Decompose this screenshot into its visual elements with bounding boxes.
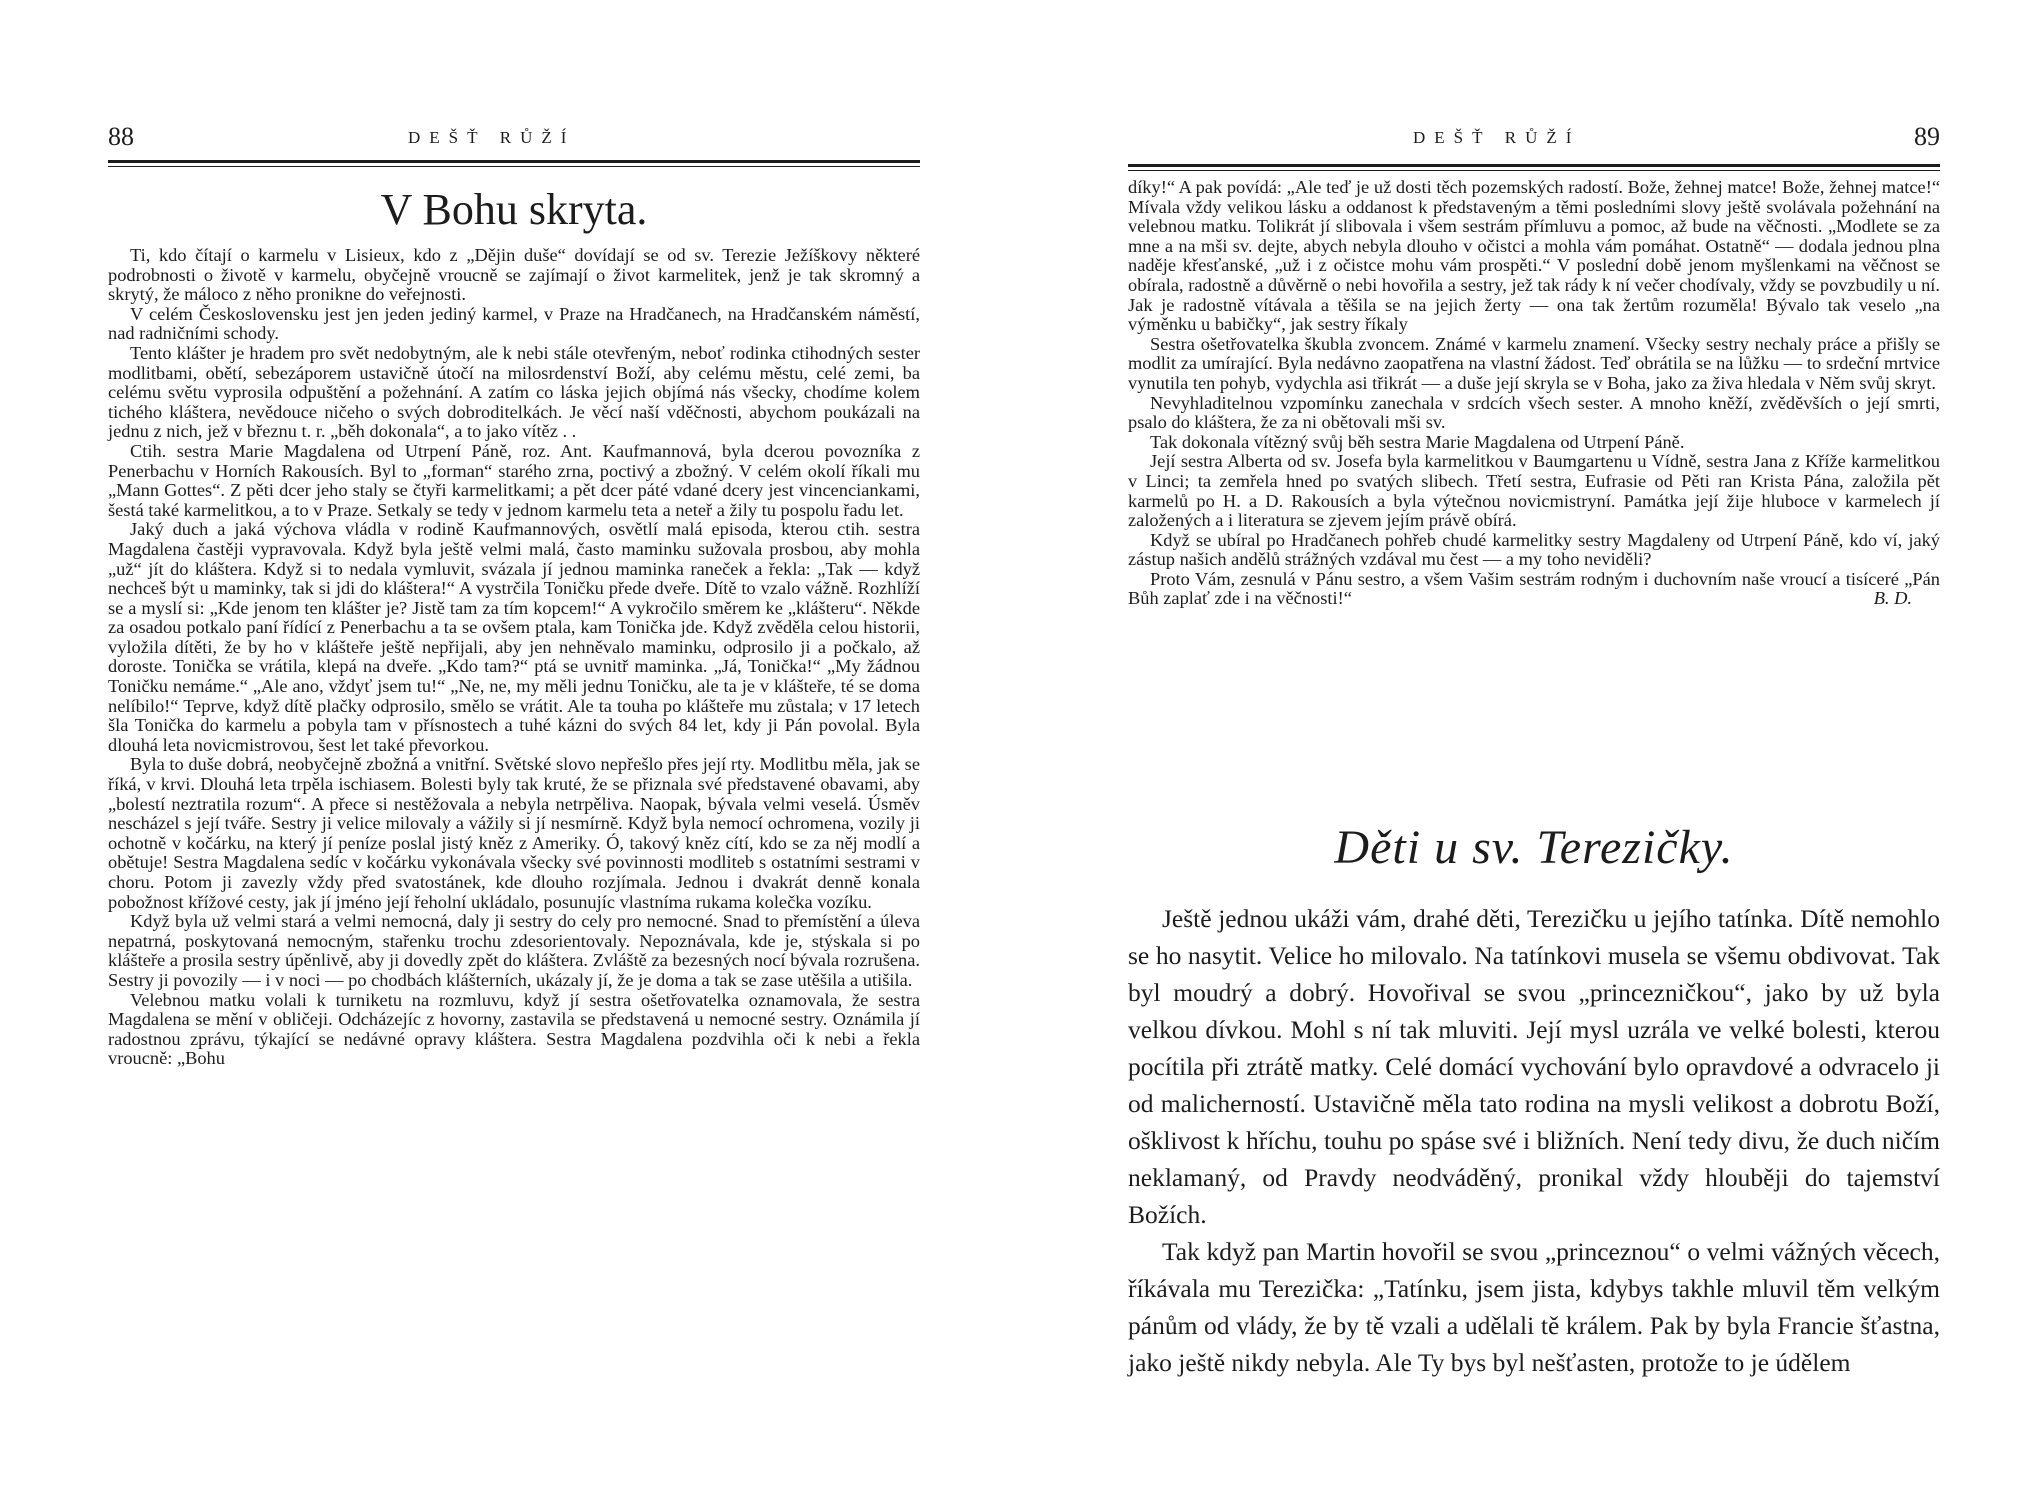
header-rule-thick	[1128, 164, 1940, 167]
header-rule-thick	[108, 160, 920, 163]
paragraph: Ctih. sestra Marie Magdalena od Utrpení Páně, roz. Ant. Kaufmannová, byla dcerou povozníka z Penerbachu v Horních Rakousích. Byl to „forman“ starého zrna, poctivý a zbožný. V celém okolí říkali mu „Mann Gottes“. Z pěti dcer jeho staly se čtyři karmelitkami; a pět dcer páté vdané dcery jest vincenciankami, šestá také karmelitkou, a to v Praze. Setkaly se tedy v jednom karmelu teta a neteř a žily tu pospolu řadu let.	[108, 440, 920, 520]
paragraph: Tak dokonala vítězný svůj běh sestra Marie Magdalena od Utrpení Páně.	[1150, 431, 1685, 452]
paragraph: Jaký duch a jaká výchova vládla v rodině Kaufmannových, osvětlí malá episoda, kterou ctih. sestra Magdalena častěji vypravovala. Když byla ještě velmi malá, často maminku sužovala prosbou, aby mohla „už“ jít do kláštera. Když si to nedala vymluvit, svázala jí jednou maminka raneček a řekla: „Tak — když nechceš být u maminky, tak si jdi do kláštera!“ A vystrčila Toničku přede dveře. Dítě to vzalo vážně. Rozhlíží se a myslí si: „Kde jenom ten klášter je? Jistě tam za tím kopcem!“ A vykročilo směrem ke „klášteru“. Někde za osadou potkalo paní řídící z Penerbachu a ta se ovšem ptala, kam Tonička jde. Když zvěděla celou historii, vyložila dítěti, že by ho v klášteře ještě nepřijali, aby jen nehněvalo maminku, odprosilo ji a počkalo, až doroste. Tonička se vrátila, klepá na dveře. „Kdo tam?“ ptá se uvnitř maminka. „Já, Tonička!“ „My žádnou Toničku nemáme.“ „Ale ano, vždyť jsem tu!“ „Ne, ne, my měli jednu Toničku, ale ta je v klášteře, té se doma nelíbilo!“ Teprve, když dítě plačky odprosilo, smělo se vrátit. Ale ta touha po klášteře mu zůstala; v 17 letech šla Tonička do karmelu a pobyla tam v přísnostech a tuhé kázni do svých 84 let, kdy ji Pán povolal. Byla dlouhá leta novicmistrovou, šest let také převorkou.	[108, 519, 920, 755]
paragraph: Sestra ošetřovatelka škubla zvoncem. Známé v karmelu znamení. Všecky sestry nechaly práce a přišly se modlit za umírající. Byla nedávno zaopatřena na vlastní žádost. Teď obrátila se na lůžku — to srdeční mrtvice vynutila ten pohyb, vydychla asi třikrát — a duše její skryla se v Boha, jako za živa hledala v Něm svůj skryt.	[1128, 333, 1940, 393]
paragraph: Její sestra Alberta od sv. Josefa byla karmelitkou v Baumgartenu u Vídně, sestra Jana z Kříže karmelitkou v Linci; ta zemřela hned po svatých slibech. Třetí sestra, Eufrasie od Pěti ran Krista Pána, založila pět karmelů po H. a D. Rakousích a byla výtečnou novicmistryní. Památka její žije hluboce v karmelech jí založených a i literatura se zjevem jejím právě obírá.	[1128, 451, 1940, 531]
article-continuation	[1128, 178, 1940, 609]
paragraph: Ti, kdo čítají o karmelu v Lisieux, kdo z „Dějin duše“ dovídají se od sv. Terezie Ježíškovy některé podrobnosti o životě v karmelu, obyčejně vroucně se zajímají o život karmelitek, jenž je tak skromný a skrytý, že máloco z něho pronikne do veřejnosti.	[108, 245, 920, 305]
paragraph: Tento klášter je hradem pro svět nedobytným, ale k nebi stále otevřeným, neboť rodinka ctihodných sester modlitbami, obětí, sebezáporem ustavičně útočí na milosrdenství Boží, aby celému městu, celé zemi, ba celému světu vyprosila odpuštění a požehnání. A zatím co láska jejich objímá nás všecky, chodíme kolem tichého kláštera, nevědouce ničeho o svých dobroditelkách. Je věcí naší vděčnosti, abychom poukázali na jednu z nich, jež v březnu t. r. „běh dokonala“, a to jako vítěz . .	[108, 342, 920, 442]
article-title: V Bohu skryta.	[380, 185, 648, 234]
author-signature: B. D.	[1873, 588, 1912, 609]
paragraph: Když se ubíral po Hradčanech pohřeb chudé karmelitky sestry Magdaleny od Utrpení Páně, kdo ví, jaký zástup našich andělů strážných vzdával mu čest — a my toho neviděli?	[1128, 529, 1940, 570]
running-head	[1128, 122, 1940, 152]
header-rule-thin	[1128, 170, 1940, 171]
closing-text: Proto Vám, zesnulá v Pánu sestro, a všem Vašim sestrám rodným i duchovním naše vroucí a tisíceré „Pán Bůh zaplať zde i na věčnosti!“	[1128, 568, 1940, 609]
article-body	[1128, 900, 1940, 1381]
header-rule-thin	[108, 166, 920, 167]
paragraph: Tak když pan Martin hovořil se svou „princeznou“ o velmi vážných věcech, říkávala mu Terezička: „Tatínku, jsem jista, kdybys takhle mluvil těm velkým pánům od vlády, že by tě vzali a udělali tě králem. Pak by byla Francie šťastna, jako ještě nikdy nebyla. Ale Ty bys byl nešťasten, protože to je údělem	[1128, 1237, 1940, 1377]
paragraph: Když byla už velmi stará a velmi nemocná, daly ji sestry do cely pro nemocné. Snad to přemístění a úleva nepatrná, poskytovaná nemocným, stařenku trochu zdesorientovaly. Nepoznávala, kde je, stýskala si po klášteře a prosila sestry úpěnlivě, aby ji dovedly zpět do kláštera. Zvláště za bezesných nocí bývala rozrušena. Sestry ji povozily — i v noci — po chodbách klášterních, ukázaly jí, že je doma a tak se zase utěšila a utišila.	[108, 911, 920, 990]
closing-paragraph	[1128, 570, 1940, 609]
right-page	[1128, 0, 1940, 1500]
running-head	[108, 122, 920, 152]
left-page	[108, 0, 920, 1500]
paragraph: Velebnou matku volali k turniketu na rozmluvu, když jí sestra ošetřovatelka oznamovala, že sestra Magdalena se mění v obličeji. Odcházejíc z hovorny, zastavila se představená u nemocné sestry. Oznámila jí radostnou zprávu, týkající se nedávné opravy kláštera. Sestra Magdalena pozdvihla oči k nebi a řekla vroucně: „Bohu	[108, 989, 920, 1069]
article-body	[108, 246, 920, 1069]
running-head-title: DEŠŤ RŮŽÍ	[1413, 128, 1581, 147]
page-number: 89	[1914, 122, 1940, 151]
article-title: Děti u sv. Terezičky.	[1334, 821, 1734, 874]
paragraph: Nevyhladitelnou vzpomínku zanechala v srdcích všech sester. A mnoho kněží, zvěděvších o její smrti, psalo do kláštera, že za ni obětovali mši sv.	[1128, 392, 1940, 433]
paragraph: díky!“ A pak povídá: „Ale teď je už dosti těch pozemských radostí. Bože, žehnej matce! Bože, žehnej matce!“ Mívala vždy velikou lásku a oddanost k představeným a těmi posledními slovy ještě svolávala požehnání na velebnou matku. Tolikrát jí slibovala i všem sestrám přímluvu a pomoc, až bude na věčnosti. „Modlete se za mne a na mši sv. dejte, abych nebyla dlouho v očistci a mohla vám pomáhat. Ostatně“ — dodala jednou plna naděje křesťanské, „už i z očistce mohu vám prospěti.“ V poslední době jenom myšlenkami na věčnost se obírala, radostně a důvěrně o nebi hovořila a sestry, jež tak rády k ní večer chodívaly, vždy se povzbudily u ní. Jak je radostně vítávala a těšila se na jejich žerty — ona tak žertům rozuměla! Bývalo tak veselo „na výměnku u babičky“, jak sestry říkaly	[1128, 177, 1940, 335]
page-number: 88	[108, 122, 134, 151]
paragraph: V celém Československu jest jen jeden jediný karmel, v Praze na Hradčanech, na Hradčanském náměstí, nad radničními schody.	[108, 303, 920, 344]
running-head-title: DEŠŤ RŮŽÍ	[408, 128, 576, 147]
paragraph: Byla to duše dobrá, neobyčejně zbožná a vnitřní. Světské slovo nepřešlo přes její rty. Modlitbu měla, jak se říká, v krvi. Dlouhá leta trpěla ischiasem. Bolesti byly tak kruté, že se přiznala své představené obavami, aby „bolestí neztratila rozum“. A přece si nestěžovala a nebyla netrpěliva. Naopak, bývala velmi veselá. Úsměv nescházel s její tváře. Sestry ji velice milovaly a vážily si jí nesmírně. Když byla nemocí ochromena, vozily ji ochotně v kočárku, na který jí peníze poslal jistý kněz z Ameriky. Ó, takový kněz cítí, kdo se za něj modlí a obětuje! Sestra Magdalena sedíc v kočárku vykonávala všecky své povinnosti modliteb s ostatními sestrami v choru. Potom ji zavezly vždy před svatostánek, kde dlouho rozjímala. Jednou i dvakrát denně konala pobožnost křížové cesty, jak jí jméno její řeholní ukládalo, posunujíc vlastníma rukama kolečka vozíku.	[108, 754, 920, 912]
paragraph: Ještě jednou ukáži vám, drahé děti, Terezičku u jejího tatínka. Dítě nemohlo se ho nasytit. Velice ho milovalo. Na tatínkovi musela se všemu obdivovat. Tak byl moudrý a dobrý. Hovořival se svou „princezničkou“, jako by už byla velkou dívkou. Mohl s ní tak mluviti. Její mysl uzrála ve velké bolesti, kterou pocítila při ztrátě matky. Celé domácí vychování bylo opravdové a odvracelo ji od malicherností. Ustavičně měla tato rodina na mysli velikost a dobrotu Boží, ošklivost k hříchu, touhu po spáse své i bližních. Není tedy divu, že duch ničím neklamaný, od Pravdy neodváděný, pronikal vždy hlouběji do tajemství Božích.	[1128, 904, 1940, 1229]
